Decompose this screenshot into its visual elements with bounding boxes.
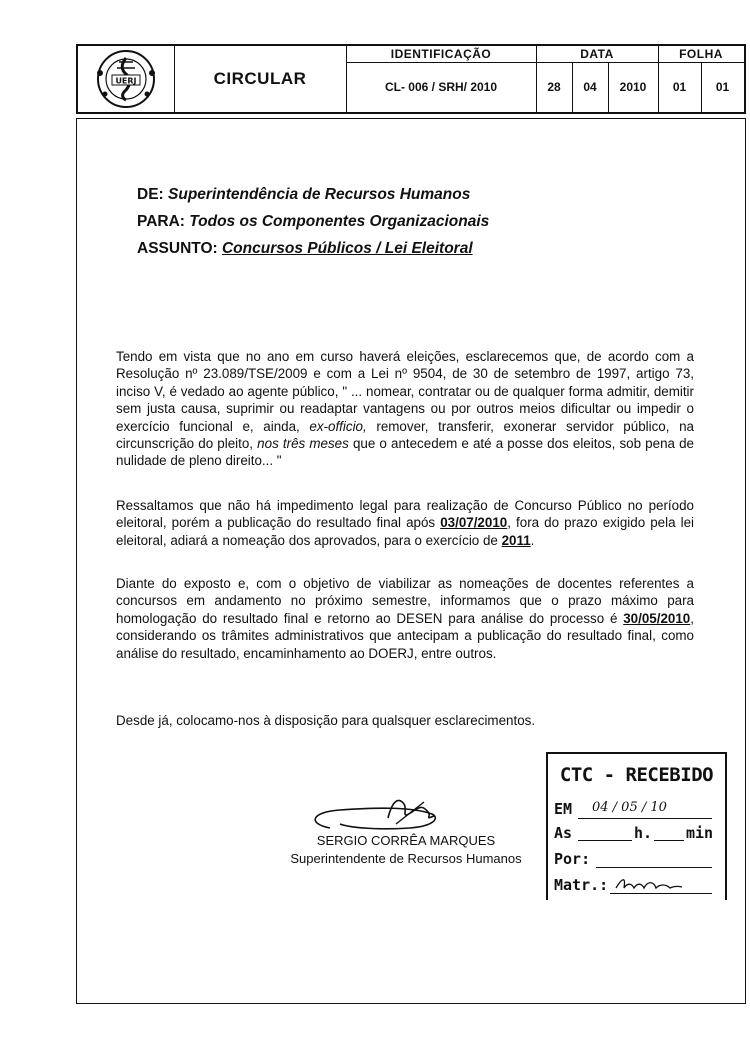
stamp-por-label: Por: [554, 850, 591, 868]
stamp-min-blank [654, 840, 684, 841]
from-line [137, 186, 470, 204]
folha-page: 01 [672, 80, 687, 94]
stamp-hour-blank [578, 840, 632, 841]
subject-line [137, 240, 473, 258]
stamp-title: CTC - RECEBIDO [559, 764, 714, 786]
from-label: DE: [137, 186, 164, 203]
paragraph-1-text-c: que o antecedem e até a posse dos eleitos, sob pena de nulidade de pleno direito... " [116, 436, 694, 469]
signer-title: Superintendente de Recursos Humanos [290, 851, 522, 866]
data-label: DATA [580, 47, 614, 61]
signer-name: SERGIO CORRÊA MARQUES [316, 833, 496, 848]
date-month: 04 [583, 80, 597, 94]
identificacao-label: IDENTIFICAÇÃO [390, 47, 492, 61]
stamp-por-blank [596, 867, 712, 868]
handwritten-signature-icon [300, 790, 460, 838]
to-line [137, 213, 489, 231]
paragraph-3-text-b: , considerando os trâmites administrativos que antecipam a publicação do resultado final, como análise do resultado, encaminhamento ao DOERJ, entre outros. [116, 610, 694, 661]
subject-label: ASSUNTO: [137, 240, 218, 257]
stamp-as-label: As [554, 824, 573, 842]
paragraph-2-text-b: , fora do prazo exigido pela lei eleitoral, adiará a nomeação dos aprovados, para o exercício de [116, 515, 694, 548]
paragraph-1-text-b: remover, transferir, exonerar servidor público, na circunscrição do pleito, [116, 418, 694, 452]
paragraph-1 [116, 348, 694, 470]
document-header [76, 44, 746, 114]
subject-value: Concursos Públicos / Lei Eleitoral [221, 240, 473, 257]
stamp-em-label: EM [554, 800, 573, 818]
uerj-seal-icon [91, 48, 161, 110]
paragraph-4: Desde já, colocamo-nos à disposição para qualsquer esclarecimentos. [116, 713, 536, 728]
paragraph-2 [116, 497, 694, 549]
from-value: Superintendência de Recursos Humanos [168, 186, 471, 203]
stamp-min-label: min [686, 824, 714, 842]
to-value: Todos os Componentes Organizacionais [189, 213, 490, 230]
paragraph-2-text-a: Ressaltamos que não há impedimento legal para realização de Concurso Público no período eleitoral, porém a publicação do resultado final após [116, 498, 694, 531]
date-day: 28 [547, 80, 561, 94]
paragraph-3 [116, 575, 694, 662]
to-label: PARA: [137, 213, 185, 230]
identificacao-value: CL- 006 / SRH/ 2010 [384, 80, 498, 94]
paragraph-3-text-a: Diante do exposto e, com o objetivo de viabilizar as nomeações de docentes referentes a concursos em andamento no próximo semestre, informamos que o prazo máximo para homologação do resultado final e retorno ao DESEN para análise do processo é [116, 576, 694, 626]
logo-cell [78, 46, 174, 112]
paragraph-1-nos-tres-meses: nos três meses [257, 436, 349, 452]
folha-label: FOLHA [679, 47, 723, 61]
document-type: CIRCULAR [213, 69, 307, 88]
paragraph-2-text-c: . [530, 532, 535, 548]
stamp-h-label: h. [634, 824, 653, 842]
matr-handwriting-icon [614, 874, 684, 894]
stamp-em-value: 04 / 05 / 10 [592, 800, 667, 815]
paragraph-1-ex-officio: ex-officio, [309, 418, 367, 434]
paragraph-2-date: 03/07/2010 [440, 515, 508, 531]
svg-text:UERJ: UERJ [115, 76, 137, 86]
paragraph-3-date: 30/05/2010 [623, 610, 691, 626]
received-stamp [546, 752, 727, 900]
paragraph-2-year: 2011 [501, 532, 531, 548]
folha-total: 01 [715, 80, 730, 94]
stamp-em-blank [578, 818, 712, 819]
paragraph-1-text-a: Tendo em vista que no ano em curso haverá eleições, esclarecemos que, de acordo com a Resolução nº 23.089/TSE/2009 e com a Lei nº 9504, de 30 de setembro de 1997, artigo 73, inciso V, é vedado ao agente público, " ... nomear, contratar ou de qualquer forma admitir, demitir sem justa causa, suprimir ou readaptar vantagens ou por outros meios dificultar ou impedir o exercício funcional e, ainda, [116, 349, 694, 434]
stamp-matr-label: Matr.: [554, 876, 609, 894]
date-year: 2010 [619, 80, 647, 94]
